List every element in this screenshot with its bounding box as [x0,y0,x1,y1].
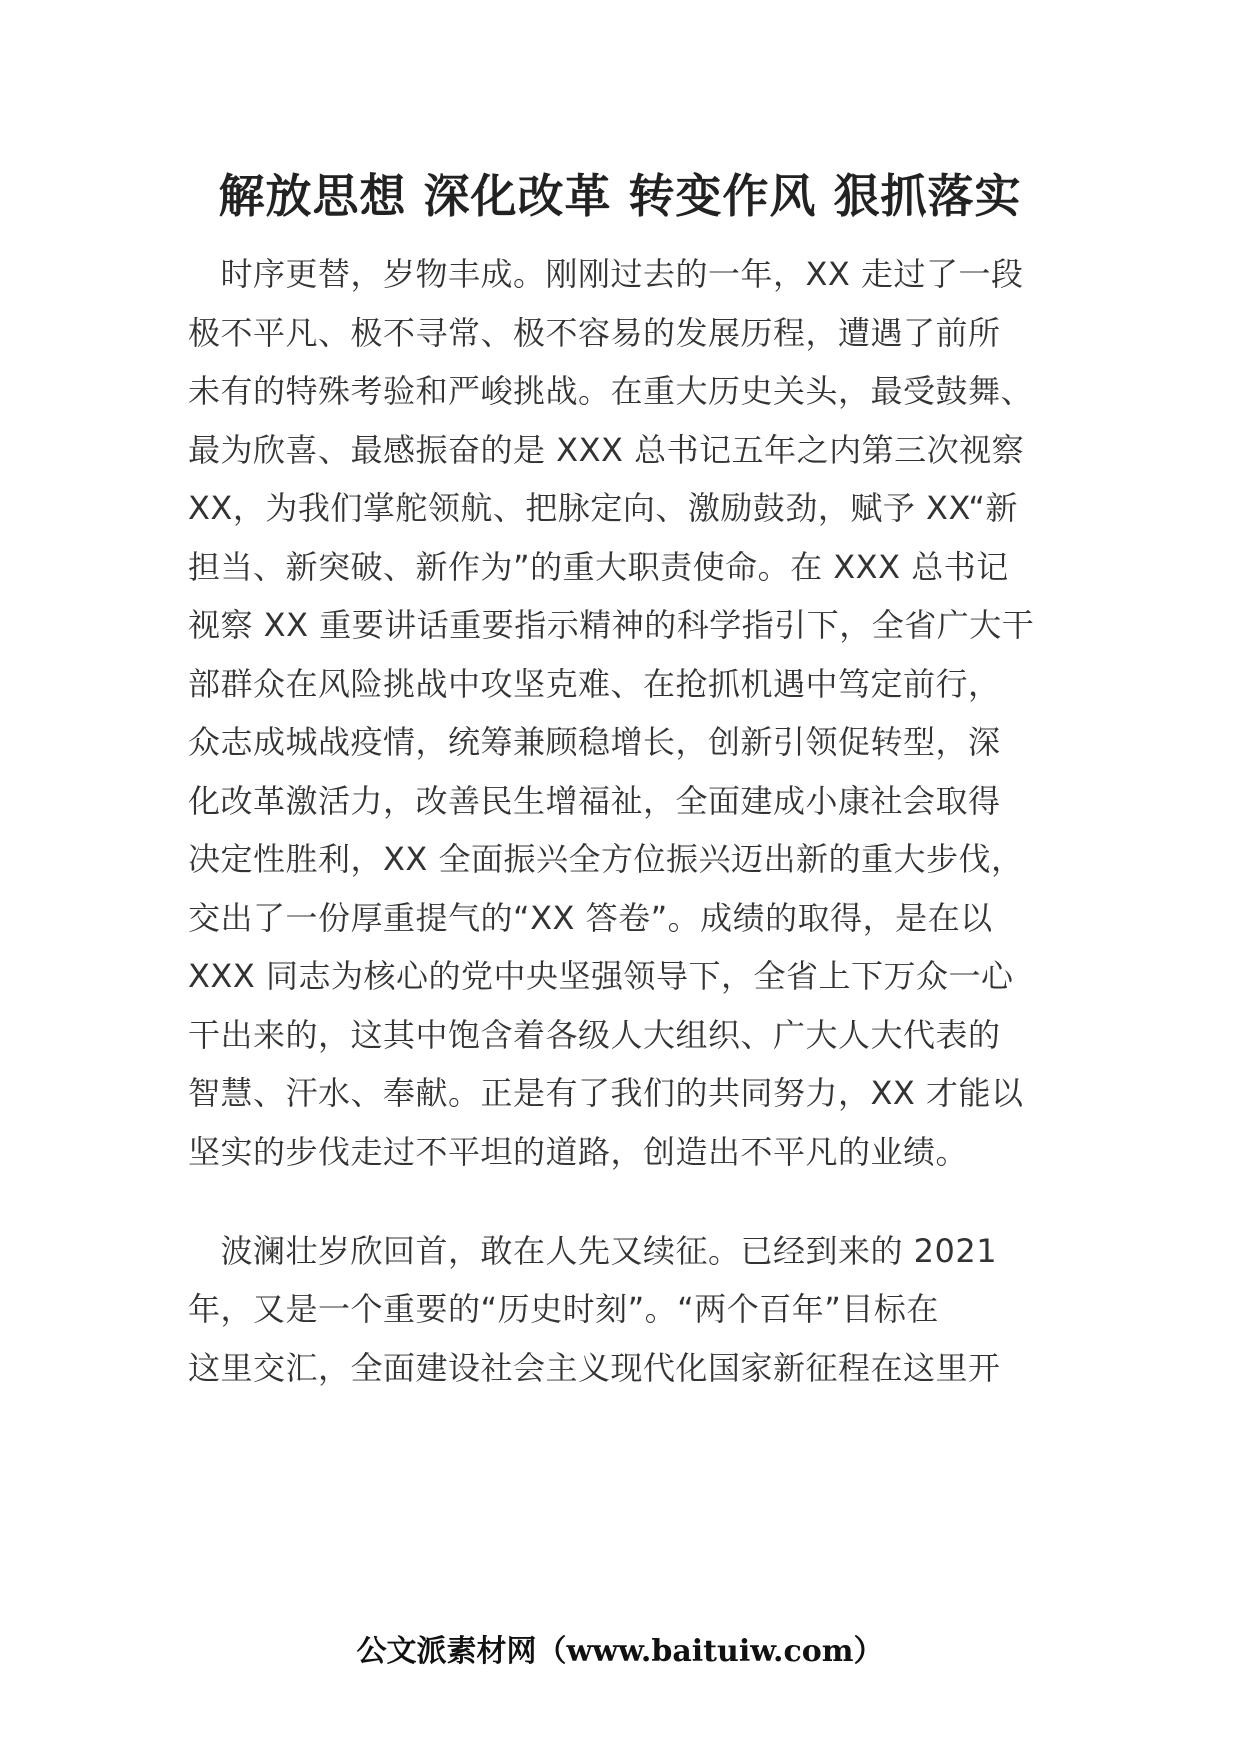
paragraph-line: 波澜壮岁欣回首，敢在人先又续征。已经到来的 2021 [188,1232,998,1270]
page-title: 解放思想 深化改革 转变作风 狠抓落实 [218,169,1022,223]
paragraph-line: 未有的特殊考验和严峻挑战。在重大历史关头，最受鼓舞、 [188,372,1034,410]
paragraph-line: 极不平凡、极不寻常、极不容易的发展历程，遭遇了前所 [188,314,1001,352]
paragraph-line: 化改革激活力，改善民生增福祉，全面建成小康社会取得 [188,782,1001,820]
paragraph-line: XXX 同志为核心的党中央坚强领导下，全省上下万众一心 [188,957,1014,995]
paragraph-line: 担当、新突破、新作为”的重大职责使命。在 XXX 总书记 [188,548,1009,586]
paragraph-line: 年，又是一个重要的“历史时刻”。“两个百年”目标在 [188,1290,939,1328]
paragraph-line: 部群众在风险挑战中攻坚克难、在抢抓机遇中笃定前行， [188,665,1001,703]
paragraph-line: 坚实的步伐走过不平坦的道路，创造出不平凡的业绩。 [188,1133,969,1171]
paragraph-line: 决定性胜利，XX 全面振兴全方位振兴迈出新的重大步伐， [188,840,1024,878]
footer-source [0,1626,1240,1670]
paragraph-line: 这里交汇，全面建设社会主义现代化国家新征程在这里开 [188,1349,1001,1387]
paragraph-line: 智慧、汗水、奉献。正是有了我们的共同努力，XX 才能以 [188,1074,1024,1112]
footer-text: 公文派素材网（www.baituiw.com） [356,1634,884,1669]
paragraph-line: 时序更替，岁物丰成。刚刚过去的一年，XX 走过了一段 [188,255,1024,293]
paragraph-line: 众志成城战疫情，统筹兼顾稳增长，创新引领促转型，深 [188,723,1001,761]
paragraph-line: XX，为我们掌舵领航、把脉定向、激励鼓劲，赋予 XX“新 [188,489,1018,527]
paragraph-line: 最为欣喜、最感振奋的是 XXX 总书记五年之内第三次视察 [188,431,1025,469]
paragraph-line: 干出来的，这其中饱含着各级人大组织、广大人大代表的 [188,1016,1001,1054]
paragraph-line: 交出了一份厚重提气的“XX 答卷”。成绩的取得，是在以 [188,899,993,937]
paragraph-line: 视察 XX 重要讲话重要指示精神的科学指引下，全省广大干 [188,606,1035,644]
